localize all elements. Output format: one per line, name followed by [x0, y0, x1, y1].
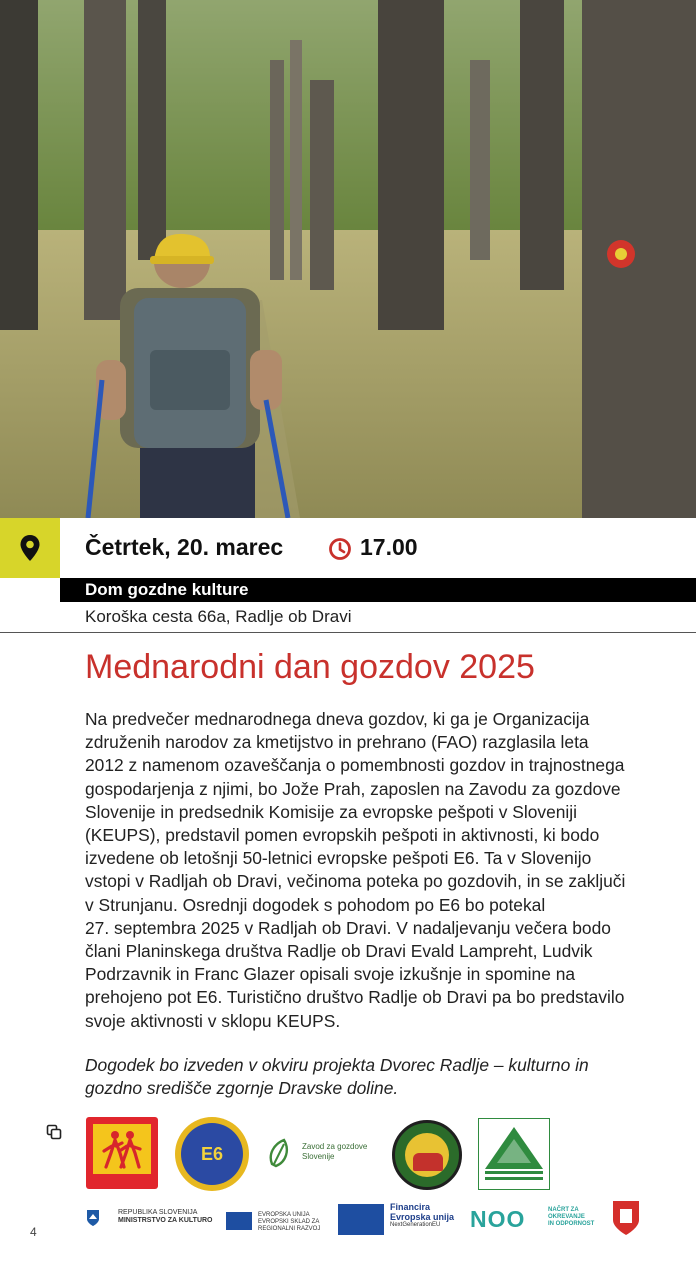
- e6-label: E6: [200, 1143, 224, 1164]
- financira-line1: Financira: [390, 1202, 431, 1212]
- noo-logo: [470, 1204, 602, 1236]
- eu-fund-line1: EVROPSKA UNIJA: [258, 1212, 310, 1218]
- description-line: Na predvečer mednarodnega dneva gozdov, ki ga je Organizacija: [85, 709, 590, 729]
- event-info-row: [0, 518, 696, 578]
- tourist-association-logo: [392, 1120, 462, 1190]
- eu-flag-icon: [338, 1204, 384, 1235]
- description-line: 27. septembra 2025 v Radljah ob Dravi. V nadaljevanju večera bodo: [85, 917, 611, 938]
- ministry-culture-logo: [86, 1206, 216, 1234]
- description-line: Podrzavnik in Franc Glazer opisali svoje izkušnje in spomine na: [85, 964, 576, 985]
- description-line: Slovenije in predsednik Komisije za evropske pešpoti v Sloveniji: [85, 801, 578, 822]
- eu-nextgen-logo: [338, 1200, 462, 1236]
- clock-icon: [328, 537, 352, 561]
- page-number: 4: [30, 1225, 37, 1239]
- e6-badge-logo: [175, 1117, 249, 1191]
- eu-regional-fund-logo: [226, 1200, 330, 1236]
- description-line: v Strunjanu. Osrednji dogodek s pohodom po E6 bo potekal: [85, 894, 546, 915]
- noo-line3: IN ODPORNOST: [548, 1221, 595, 1227]
- copy-icon[interactable]: [46, 1124, 62, 1140]
- zgs-name-line1: Zavod za gozdove: [302, 1142, 368, 1151]
- noo-wordmark: NOO: [470, 1206, 526, 1232]
- project-note-line: Dogodek bo izveden v okviru projekta Dvorec Radlje – kulturno in: [85, 1055, 589, 1075]
- description-line: svoje aktivnosti v sklopu KEUPS.: [85, 1010, 341, 1031]
- project-note: [85, 1054, 665, 1100]
- event-title: Mednarodni dan gozdov 2025: [85, 648, 535, 686]
- radlje-coat-of-arms: [612, 1200, 640, 1236]
- zgs-name-line2: Slovenije: [302, 1152, 335, 1161]
- hiking-association-logo: [86, 1117, 158, 1189]
- description-line: (KEUPS), predstavil pomen evropskih pešpoti in aktivnosti, ki bodo: [85, 825, 600, 846]
- event-venue: Dom gozdne kulture: [85, 580, 249, 599]
- noo-line1: NAČRT ZA: [548, 1207, 579, 1213]
- eu-fund-line2: EVROPSKI SKLAD ZA: [258, 1219, 320, 1225]
- financira-line3: NextGenerationEU: [390, 1222, 441, 1228]
- alpine-club-logo: [478, 1118, 550, 1190]
- eu-fund-line3: REGIONALNI RAZVOJ: [258, 1226, 321, 1232]
- event-time: 17.00: [360, 534, 418, 560]
- divider: [0, 632, 696, 633]
- noo-line2: OKREVANJE: [548, 1214, 585, 1220]
- description-line: vstopi v Radljah ob Dravi, večinoma poteka po gozdovih, in se zaključi: [85, 871, 626, 892]
- eu-flag-icon: [226, 1212, 252, 1230]
- description-line: gospodarjenja z njimi, bo Jože Prah, zaposlen na Zavodu za gozdove: [85, 778, 621, 799]
- ministry-line2: MINISTRSTVO ZA KULTURO: [118, 1217, 213, 1224]
- zgs-logo: [264, 1136, 379, 1172]
- description-line: izvedene ob letošnji 50-letnici evropske pešpoti E6. Ta v Slovenijo: [85, 848, 592, 869]
- description-line: 2012 z namenom ozaveščanja o pomembnosti gozdov in trajnostnega: [85, 755, 625, 776]
- description-line: združenih narodov za kmetijstvo in prehrano (FAO) razglasila leta: [85, 732, 589, 753]
- event-description: [85, 708, 665, 1033]
- project-note-line: gozdno središče zgornje Dravske doline.: [85, 1078, 399, 1099]
- hiker-forest-photo: [0, 0, 696, 518]
- event-address: Koroška cesta 66a, Radlje ob Dravi: [85, 607, 352, 626]
- venue-bar: [60, 578, 696, 602]
- location-pin-box: [0, 518, 60, 578]
- financira-line2: Evropska unija: [390, 1212, 455, 1222]
- location-pin-icon: [19, 534, 41, 562]
- event-date: Četrtek, 20. marec: [85, 534, 284, 560]
- ministry-line1: REPUBLIKA SLOVENIJA: [118, 1209, 198, 1216]
- description-line: člani Planinskega društva Radlje ob Dravi Evald Lampreht, Ludvik: [85, 941, 593, 962]
- description-line: prehojeno pot E6. Turistično društvo Radlje ob Dravi pa bo predstavilo: [85, 987, 625, 1008]
- slovenia-crest-icon: [86, 1209, 100, 1227]
- leaf-icon: [264, 1136, 298, 1170]
